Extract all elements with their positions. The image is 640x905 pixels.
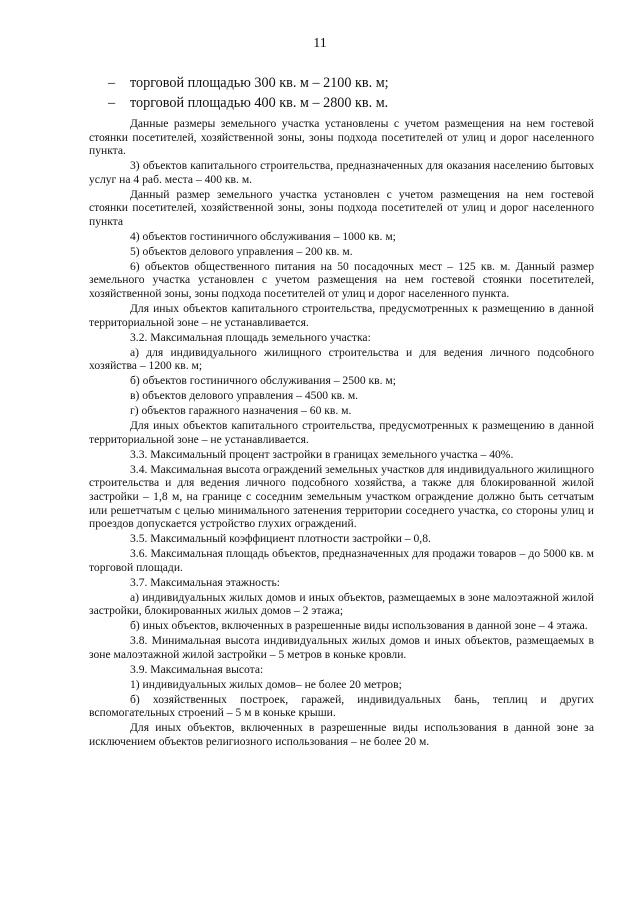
paragraph: 3.2. Максимальная площадь земельного участка: (130, 330, 371, 344)
paragraph: 3.4. Максимальная высота ограждений земельных участков для индивидуального жилищного строительства и для ведения личного подсобного хозяйства, а также для блокированной жилой застройки – 1,8 м, на границе с соседним земельным участком ограждение должно быть сетчатым или решетчатым с целью минимального затенения территории соседнего участка, со стороны улиц и проездов допускается устройство глухих ограждений. (89, 462, 594, 531)
paragraph: 4) объектов гостиничного обслуживания – 1000 кв. м; (130, 229, 396, 243)
paragraph: 3.6. Максимальная площадь объектов, предназначенных для продажи товаров – до 5000 кв. м торговой площади. (89, 547, 594, 574)
bullet-text: торговой площадью 300 кв. м – 2100 кв. м; (130, 75, 389, 91)
document-body (89, 117, 594, 750)
paragraph: в) объектов делового управления – 4500 кв. м. (130, 389, 359, 403)
paragraph: 3.7. Максимальная этажность: (130, 575, 280, 589)
paragraph: Для иных объектов капитального строительства, предусмотренных к размещению в данной территориальной зоне – не устанавливается. (89, 419, 594, 446)
paragraph: Данные размеры земельного участка установлены с учетом размещения на нем гостевой стоянки посетителей, хозяйственной зоны, зоны подхода посетителей от улиц и дорог населенного пункта. (89, 117, 594, 158)
paragraph: 3.5. Максимальный коэффициент плотности застройки – 0,8. (130, 532, 431, 546)
paragraph: б) иных объектов, включенных в разрешенные виды использования в данной зоне – 4 этажа. (130, 619, 588, 633)
bullet-text: торговой площадью 400 кв. м – 2800 кв. м. (130, 95, 389, 111)
paragraph: 5) объектов делового управления – 200 кв. м. (130, 244, 353, 258)
dash-bullet-icon: – (108, 75, 116, 91)
bullet-item (108, 93, 578, 113)
paragraph: 3) объектов капитального строительства, предназначенных для оказания населению бытовых услуг на 4 раб. места – 400 кв. м. (89, 159, 594, 186)
bullet-list (108, 73, 578, 113)
dash-bullet-icon: – (108, 95, 116, 111)
paragraph: 3.3. Максимальный процент застройки в границах земельного участка – 40%. (130, 447, 514, 461)
paragraph: а) для индивидуального жилищного строительства и для ведения личного подсобного хозяйства – 1200 кв. м; (89, 345, 594, 373)
page-number: 11 (313, 36, 327, 51)
paragraph: 6) объектов общественного питания на 50 посадочных мест – 125 кв. м. Данный размер земельного участка установлен с учетом размещения на нем гостевой стоянки посетителей, хозяйственной зоны, зоны подхода посетителей от улиц и дорог населенного пункта. (89, 259, 594, 301)
paragraph: г) объектов гаражного назначения – 60 кв. м. (130, 404, 352, 418)
paragraph: 3.8. Минимальная высота индивидуальных жилых домов и иных объектов, размещаемых в зоне малоэтажной жилой застройки – 5 метров в коньке кровли. (89, 634, 594, 661)
paragraph: 3.9. Максимальная высота: (130, 662, 264, 676)
paragraph: а) индивидуальных жилых домов и иных объектов, размещаемых в зоне малоэтажной жилой застройки, блокированных жилых домов – 2 этажа; (89, 590, 594, 618)
paragraph: Данный размер земельного участка установлен с учетом размещения на нем гостевой стоянки посетителей, хозяйственной зоны, зоны подхода посетителей от улиц и дорог населенного пункта (89, 187, 594, 228)
paragraph: б) объектов гостиничного обслуживания – 2500 кв. м; (130, 374, 396, 388)
paragraph: Для иных объектов, включенных в разрешенные виды использования в данной зоне за исключением объектов религиозного использования – не более 20 м. (89, 721, 594, 748)
paragraph: 1) индивидуальных жилых домов– не более 20 метров; (130, 677, 402, 691)
paragraph: б) хозяйственных построек, гаражей, индивидуальных бань, теплиц и других вспомогательных строений – 5 м в коньке крыши. (89, 692, 594, 720)
paragraph: Для иных объектов капитального строительства, предусмотренных к размещению в данной территориальной зоне – не устанавливается. (89, 302, 594, 329)
bullet-item (108, 73, 578, 93)
